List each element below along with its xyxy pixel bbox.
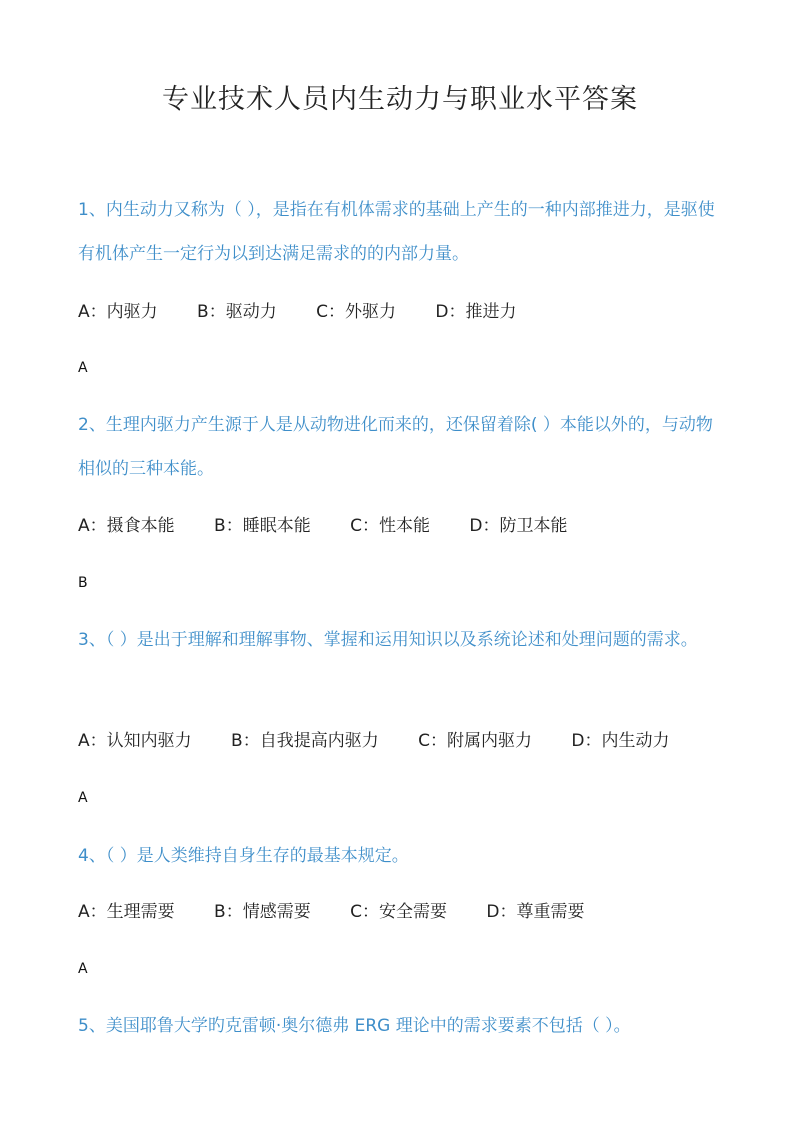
document-title: 专业技术人员内生动力与职业水平答案 bbox=[162, 84, 638, 115]
question-1-answer: A bbox=[78, 360, 88, 376]
question-3-text: 3、（ ）是出于理解和理解事物、掌握和运用知识以及系统论述和处理问题的需求。 bbox=[78, 630, 698, 650]
question-2-option-a: A：摄食本能 bbox=[78, 516, 175, 536]
question-2-answer: B bbox=[78, 575, 88, 591]
question-1-option-d: D：推进力 bbox=[435, 302, 517, 322]
question-2-text: 2、生理内驱力产生源于人是从动物进化而来的，还保留着除( ）本能以外的，与动物相似的三种本能。 bbox=[78, 415, 713, 479]
question-4-option-b: B：情感需要 bbox=[214, 902, 311, 922]
question-4-option-d: D：尊重需要 bbox=[486, 902, 585, 922]
question-2-option-b: B：睡眠本能 bbox=[214, 516, 311, 536]
question-3-option-d: D：内生动力 bbox=[571, 731, 670, 751]
question-4-option-a: A：生理需要 bbox=[78, 902, 175, 922]
question-2-options bbox=[78, 512, 758, 540]
question-3-option-c: C：附属内驱力 bbox=[418, 731, 532, 751]
question-2-option-d: D：防卫本能 bbox=[469, 516, 568, 536]
question-2-option-c: C：性本能 bbox=[350, 516, 430, 536]
question-1-option-b: B：驱动力 bbox=[197, 302, 277, 322]
question-1-option-c: C：外驱力 bbox=[316, 302, 396, 322]
question-4-option-c: C：安全需要 bbox=[350, 902, 447, 922]
question-3-option-b: B：自我提高内驱力 bbox=[231, 731, 379, 751]
question-4-text: 4、（ ）是人类维持自身生存的最基本规定。 bbox=[78, 846, 409, 866]
question-1-text: 1、内生动力又称为（ ），是指在有机体需求的基础上产生的一种内部推进力，是驱使有机体产生一定行为以到达满足需求的的内部力量。 bbox=[78, 200, 715, 264]
question-4-options bbox=[78, 898, 758, 926]
question-3-options bbox=[78, 727, 758, 755]
question-1-options bbox=[78, 298, 758, 326]
question-4-answer: A bbox=[78, 961, 88, 977]
question-3-answer: A bbox=[78, 790, 88, 806]
question-3-option-a: A：认知内驱力 bbox=[78, 731, 192, 751]
question-5-text: 5、美国耶鲁大学旳克雷顿·奥尔德弗 ERG 理论中的需求要素不包括（ ）。 bbox=[78, 1016, 631, 1036]
question-1-option-a: A：内驱力 bbox=[78, 302, 158, 322]
